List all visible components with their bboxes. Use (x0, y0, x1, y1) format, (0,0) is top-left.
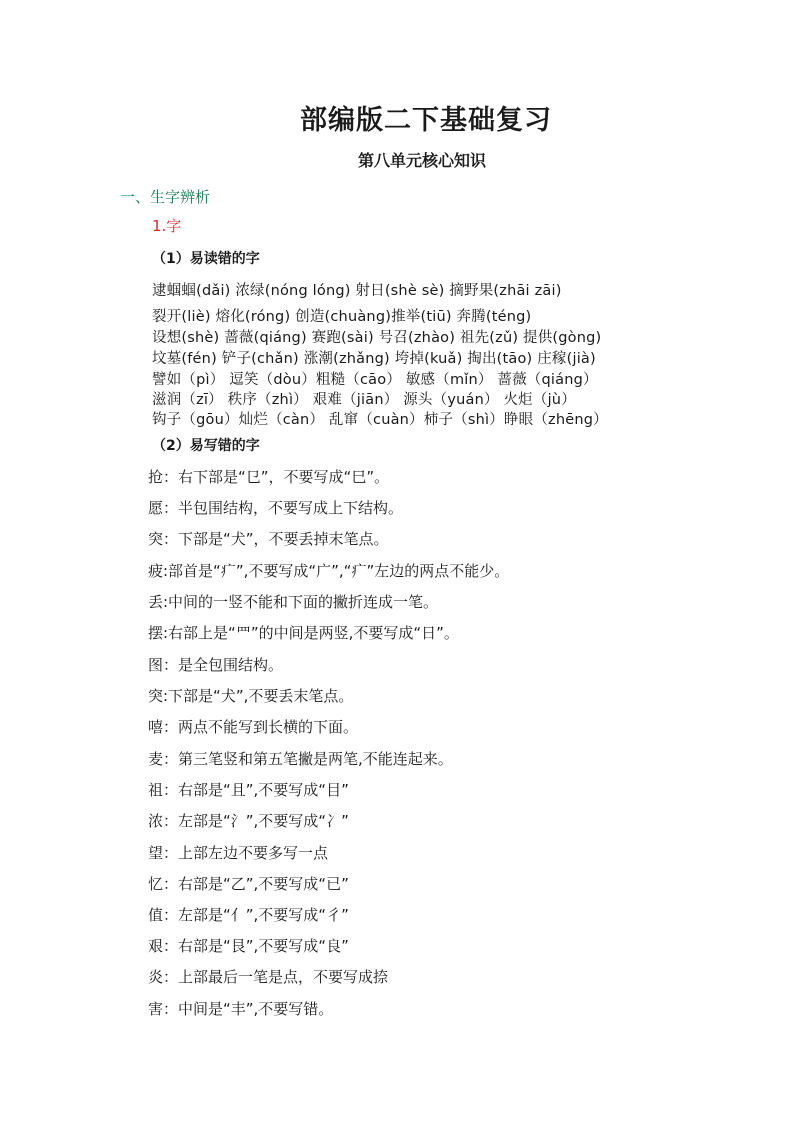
easy-read-line: 裂开(liè) 熔化(róng) 创造(chuàng)推举(tiū) 奔腾(téng) (152, 309, 532, 325)
easy-read-line: 设想(shè) 蔷薇(qiáng) 赛跑(sài) 号召(zhào) 祖先(zǔ) 提供(gòng) (152, 330, 602, 346)
easy-write-line: 祖：右部是“且”,不要写成“目” (148, 781, 349, 799)
easy-write-heading: （2）易写错的字 (152, 438, 260, 454)
easy-write-line: 图：是全包围结构。 (148, 656, 284, 674)
easy-write-line: 嘻：两点不能写到长横的下面。 (148, 718, 359, 736)
easy-write-line: 突:下部是“犬”,不要丢末笔点。 (148, 687, 354, 705)
easy-write-line: 忆：右部是“乙”,不要写成“已” (148, 875, 349, 893)
easy-write-line: 疲:部首是“疒”,不要写成“广”,“疒”左边的两点不能少。 (148, 562, 510, 580)
easy-read-line: 滋润（zī） 秩序（zhì） 艰难（jiān） 源头（yuán） 火炬（jù） (152, 392, 576, 408)
easy-write-line: 浓：左部是“氵”,不要写成“冫” (148, 812, 349, 830)
easy-write-line: 愿：半包围结构，不要写成上下结构。 (148, 499, 404, 517)
easy-write-line: 艰：右部是“艮”,不要写成“良” (148, 937, 349, 955)
easy-write-line: 突：下部是“犬”，不要丢掉末笔点。 (148, 530, 389, 548)
easy-read-line: 譬如（pì） 逗笑（dòu）粗糙（cāo） 敏感（mǐn） 蔷薇（qiáng） (152, 372, 598, 388)
easy-write-line: 抢：右下部是“㔾”，不要写成“巳”。 (148, 468, 390, 486)
section-heading: 一、生字辨析 (120, 188, 211, 206)
easy-read-heading: （1）易读错的字 (152, 251, 260, 267)
subsection-heading: 1.字 (152, 217, 182, 235)
easy-read-line: 坟墓(fén) 铲子(chǎn) 涨潮(zhǎng) 垮掉(kuǎ) 掏出(tāo) 庄稼(jià) (152, 351, 596, 367)
easy-write-line: 害：中间是“丰”,不要写错。 (148, 1000, 334, 1018)
easy-write-line: 炎：上部最后一笔是点，不要写成捺 (148, 968, 389, 986)
easy-write-line: 麦：第三笔竖和第五笔撇是两笔,不能连起来。 (148, 750, 453, 768)
easy-write-line: 值：左部是“亻”,不要写成“彳” (148, 906, 349, 924)
easy-write-line: 丢:中间的一竖不能和下面的撇折连成一笔。 (148, 593, 439, 611)
page-subtitle: 第八单元核心知识 (357, 151, 486, 170)
easy-write-line: 望：上部左边不要多写一点 (148, 844, 329, 862)
page-title: 部编版二下基础复习 (300, 105, 552, 136)
easy-read-line: 逮蝈蝈(dǎi) 浓绿(nóng lóng) 射日(shè sè) 摘野果(zhāi zāi) (152, 283, 562, 299)
easy-write-line: 摆:右部上是“罒”的中间是两竖,不要写成“日”。 (148, 624, 459, 642)
easy-read-line: 钩子（gōu）灿烂（càn） 乱窜（cuàn）柿子（shì）睁眼（zhēng） (152, 412, 608, 428)
